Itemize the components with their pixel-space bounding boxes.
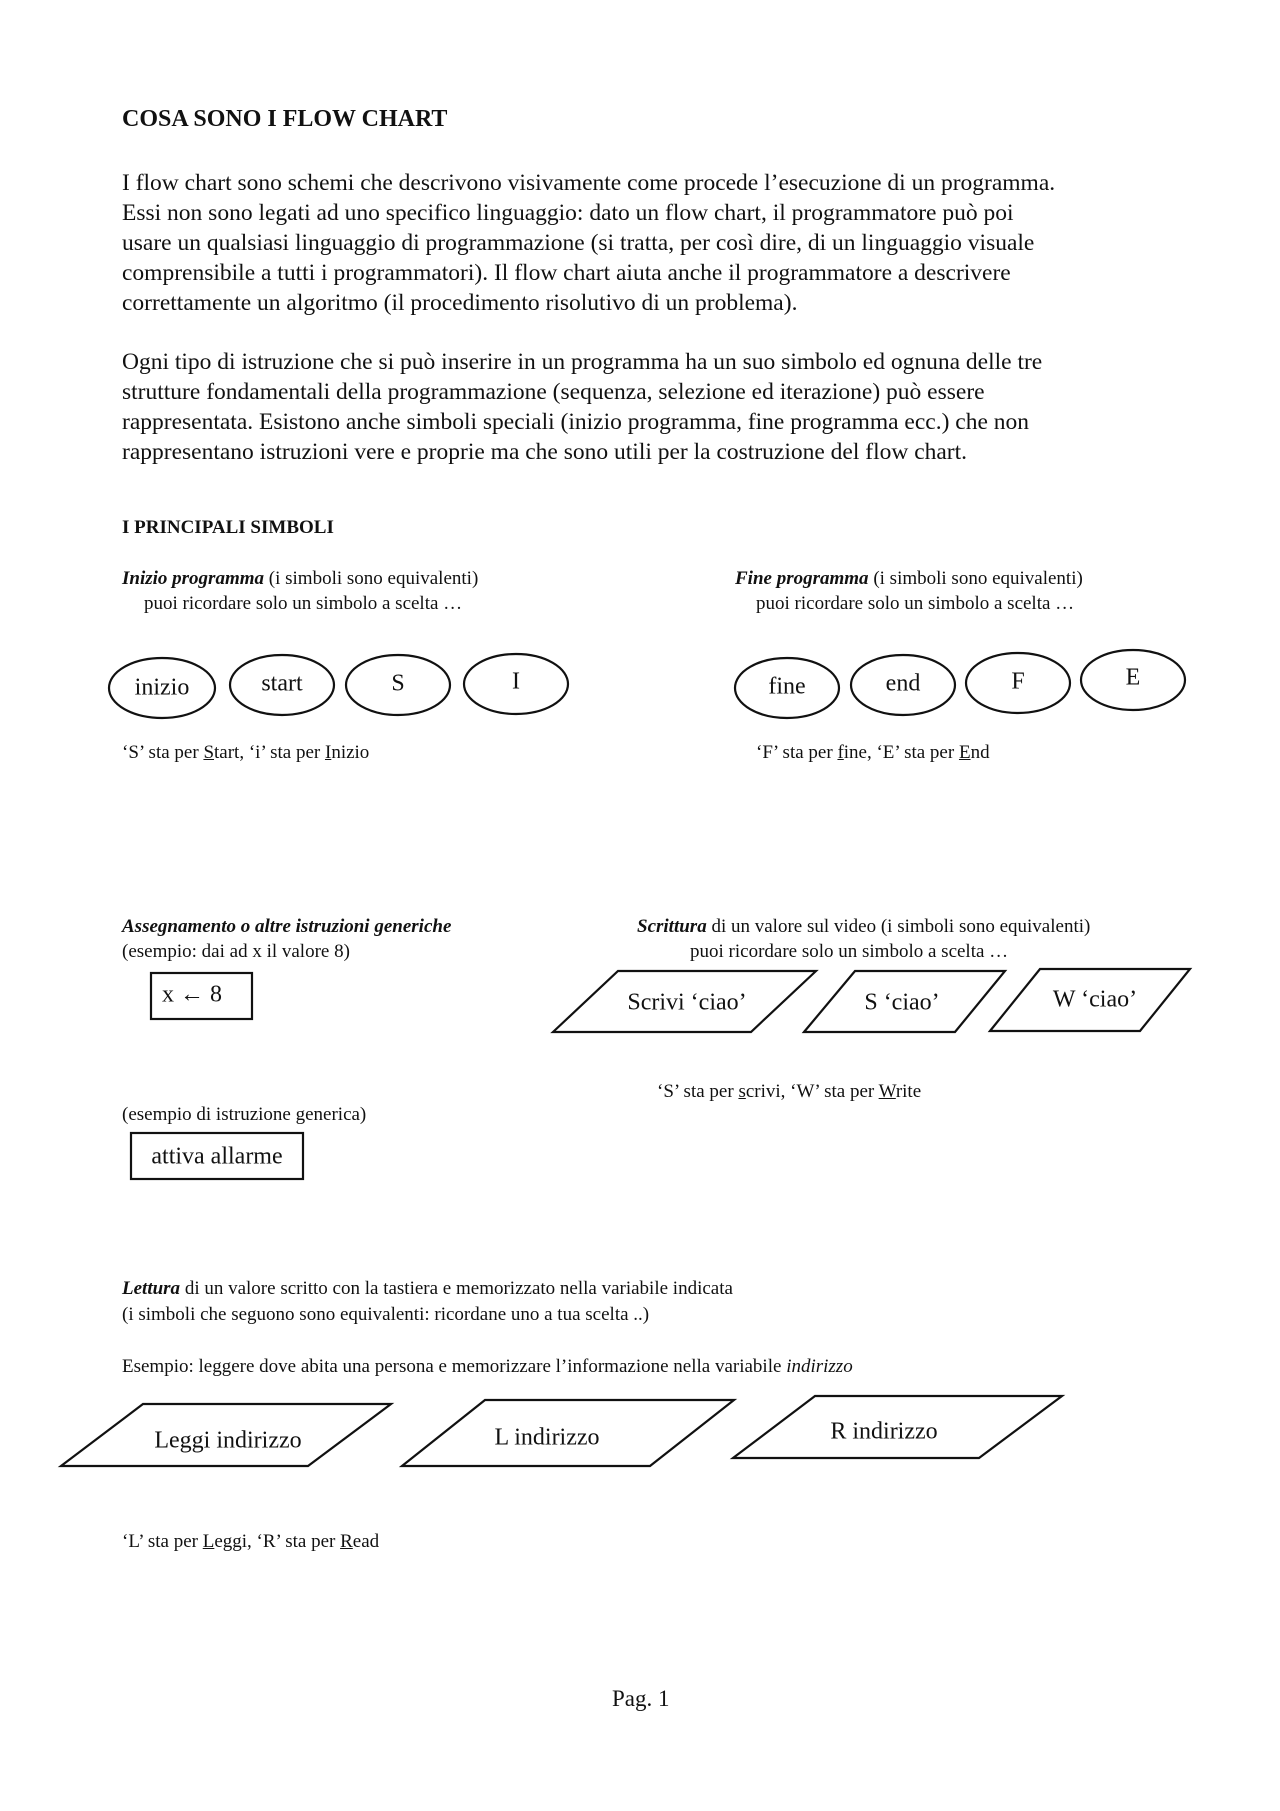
terminal-label: fine <box>768 673 806 700</box>
page-number: Pag. 1 <box>612 1686 670 1711</box>
legend-underline: R <box>340 1531 353 1552</box>
lettura-heading <box>122 1276 733 1301</box>
legend-underline: L <box>202 1531 215 1552</box>
scrittura-heading-bold: Scrittura <box>637 916 707 937</box>
legend-underline: S <box>203 742 215 763</box>
terminal-label: inizio <box>134 674 190 701</box>
inizio-legend <box>122 740 369 765</box>
generic-caption: (esempio di istruzione generica) <box>122 1104 367 1125</box>
legend-text: ‘F’ sta per <box>756 742 838 763</box>
legend-text: nizio <box>331 742 370 763</box>
lettura-heading-bold: Lettura <box>122 1278 181 1299</box>
legend-text: ine, ‘E’ sta per <box>843 742 959 763</box>
legend-text: eggi, ‘R’ sta per <box>214 1531 341 1552</box>
text-line: rappresentata. Esistono anche simboli speciali (inizio programma, fine programma ecc.) che non <box>122 409 1030 435</box>
legend-text: nd <box>970 742 990 763</box>
legend-underline: I <box>324 742 332 763</box>
inizio-heading-bold: Inizio programma <box>122 568 265 589</box>
legend-underline: E <box>958 742 971 763</box>
process-label-assignment: x ← 8 <box>162 981 222 1008</box>
io-label: Scrivi ‘ciao’ <box>627 989 747 1016</box>
lettura-example-var: indirizzo <box>786 1356 853 1377</box>
lettura-legend <box>122 1529 379 1554</box>
text-line: usare un qualsiasi linguaggio di programmazione (si tratta, per così dire, di un linguaggio visuale <box>122 230 1035 256</box>
text-line: I flow chart sono schemi che descrivono visivamente come procede l’esecuzione di un programma. <box>122 170 1056 196</box>
legend-text: tart, ‘i’ sta per <box>214 742 325 763</box>
legend-text: ‘S’ sta per <box>657 1081 739 1102</box>
terminal-label: I <box>512 668 520 695</box>
inizio-subheading: puoi ricordare solo un simbolo a scelta … <box>144 593 463 614</box>
legend-text: ead <box>352 1531 380 1552</box>
text-line: rappresentano istruzioni vere e proprie ma che sono utili per la costruzione del flow chart. <box>122 439 968 465</box>
legend-text: ‘L’ sta per <box>122 1531 203 1552</box>
fine-heading-bold: Fine programma <box>735 568 869 589</box>
terminal-label: S <box>391 670 405 697</box>
scrittura-legend <box>657 1079 921 1104</box>
text-line: correttamente un algoritmo (il procedimento risolutivo di un problema). <box>122 290 798 316</box>
fine-heading-rest: (i simboli sono equivalenti) <box>868 568 1083 589</box>
text-line: Ogni tipo di istruzione che si può inserire in un programma ha un suo simbolo ed ognuna delle tre <box>122 349 1043 375</box>
text-line: comprensibile a tutti i programmatori). Il flow chart aiuta anche il programmatore a descrivere <box>122 260 1011 286</box>
text-line: strutture fondamentali della programmazione (sequenza, selezione ed iterazione) può essere <box>122 379 985 405</box>
lettura-example <box>122 1354 853 1379</box>
lettura-example-text: Esempio: leggere dove abita una persona e memorizzare l’informazione nella variabile <box>122 1356 787 1377</box>
lettura-heading-rest: di un valore scritto con la tastiera e memorizzato nella variabile indicata <box>180 1278 733 1299</box>
process-label-generic: attiva allarme <box>151 1143 283 1170</box>
io-label: W ‘ciao’ <box>1052 986 1138 1013</box>
terminal-label: end <box>885 670 921 697</box>
text-line: Essi non sono legati ad uno specifico linguaggio: dato un flow chart, il programmatore può poi <box>122 200 1014 226</box>
legend-text: ‘S’ sta per <box>122 742 204 763</box>
terminal-label: E <box>1125 664 1141 691</box>
legend-underline: f <box>837 742 844 763</box>
io-label: L indirizzo <box>494 1424 600 1451</box>
fine-legend <box>756 740 990 765</box>
scrittura-subheading: puoi ricordare solo un simbolo a scelta … <box>690 941 1009 962</box>
legend-underline: s <box>738 1081 746 1102</box>
page-title: COSA SONO I FLOW CHART <box>122 106 448 132</box>
legend-text: crivi, ‘W’ sta per <box>745 1081 879 1102</box>
assegnamento-heading: Assegnamento o altre istruzioni generiche <box>122 916 452 937</box>
section-heading: I PRINCIPALI SIMBOLI <box>122 517 334 538</box>
io-label: S ‘ciao’ <box>864 989 940 1016</box>
terminal-label: start <box>261 670 303 697</box>
inizio-heading-rest: (i simboli sono equivalenti) <box>264 568 479 589</box>
assegnamento-example-caption: (esempio: dai ad x il valore 8) <box>122 941 350 962</box>
io-label: Leggi indirizzo <box>154 1427 302 1454</box>
legend-underline: W <box>878 1081 896 1102</box>
scrittura-heading-rest: di un valore sul video (i simboli sono equivalenti) <box>706 916 1091 937</box>
legend-text: rite <box>895 1081 922 1102</box>
lettura-subheading: (i simboli che seguono sono equivalenti: ricordane uno a tua scelta ..) <box>122 1304 650 1325</box>
terminal-label: F <box>1011 668 1025 695</box>
io-label: R indirizzo <box>830 1418 938 1445</box>
scrittura-heading <box>637 914 1090 939</box>
fine-subheading: puoi ricordare solo un simbolo a scelta … <box>756 593 1075 614</box>
